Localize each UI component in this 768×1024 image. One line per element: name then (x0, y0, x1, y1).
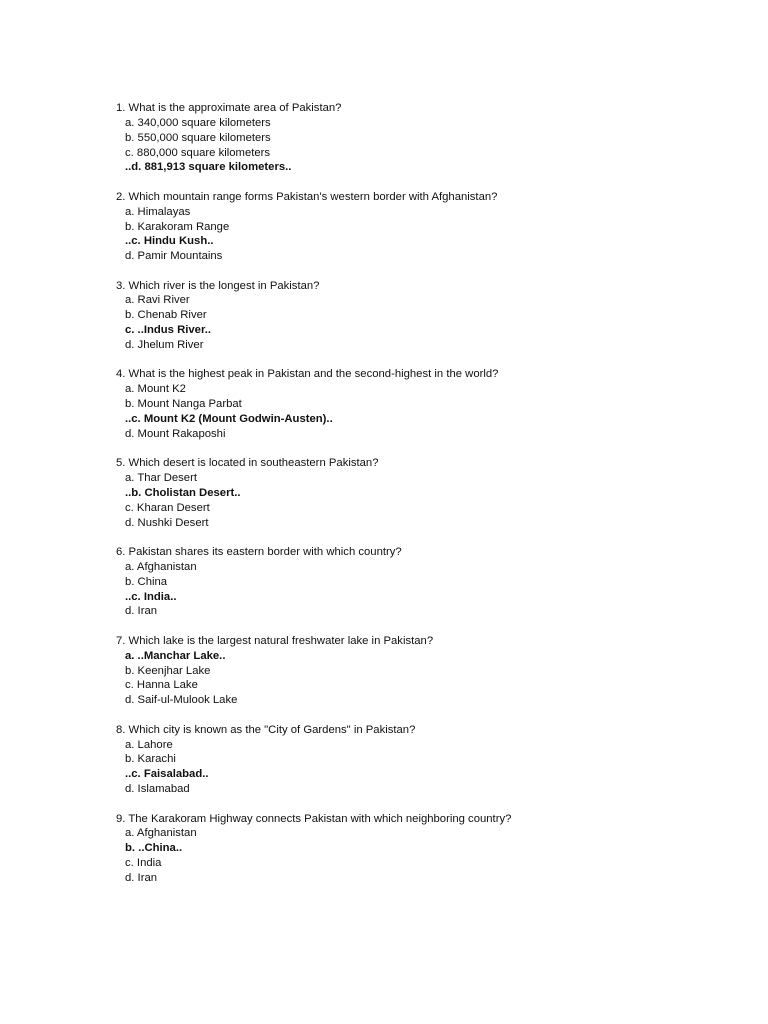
question-text: 5. Which desert is located in southeastern Pakistan? (116, 457, 379, 470)
answer-option-correct: c. ..Indus River.. (125, 324, 212, 337)
answer-option: a. Thar Desert (125, 472, 197, 485)
answer-option: d. Pamir Mountains (125, 250, 223, 263)
answer-option-correct: ..c. Hindu Kush.. (125, 235, 214, 248)
question-text: 8. Which city is known as the "City of Gardens" in Pakistan? (116, 723, 416, 736)
answer-option-correct: ..d. 881,913 square kilometers.. (125, 161, 292, 174)
answer-option: c. Kharan Desert (125, 501, 210, 514)
question-text: 2. Which mountain range forms Pakistan's western border with Afghanistan? (116, 190, 498, 203)
answer-option-correct: ..b. Cholistan Desert.. (125, 486, 241, 499)
answer-option-correct: ..c. Faisalabad.. (125, 768, 209, 781)
question-text: 7. Which lake is the largest natural freshwater lake in Pakistan? (116, 634, 434, 647)
question-block (116, 101, 716, 175)
answer-option: d. Saif-ul-Mulook Lake (125, 694, 238, 707)
answer-option: b. China (125, 575, 168, 588)
answer-option: d. Nushki Desert (125, 516, 209, 529)
answer-option: b. Karachi (125, 753, 176, 766)
answer-option: a. Lahore (125, 738, 173, 751)
answer-option: a. 340,000 square kilometers (125, 116, 271, 129)
answer-option: b. Chenab River (125, 309, 207, 322)
answer-option: c. India (125, 857, 162, 870)
answer-option: b. 550,000 square kilometers (125, 131, 271, 144)
answer-option-correct: b. ..China.. (125, 842, 183, 855)
answer-option: c. 880,000 square kilometers (125, 146, 271, 159)
answer-option: d. Mount Rakaposhi (125, 427, 226, 440)
question-block (116, 634, 716, 708)
answer-option: a. Afghanistan (125, 827, 197, 840)
question-block (116, 545, 716, 619)
answer-option: c. Hanna Lake (125, 679, 198, 692)
answer-option: d. Islamabad (125, 783, 190, 796)
answer-option: d. Iran (125, 871, 158, 884)
question-text: 9. The Karakoram Highway connects Pakistan with which neighboring country? (116, 812, 512, 825)
answer-option-correct: ..c. India.. (125, 590, 177, 603)
answer-option: b. Keenjhar Lake (125, 664, 211, 677)
question-block (116, 279, 716, 353)
answer-option: b. Karakoram Range (125, 220, 230, 233)
answer-option: d. Jhelum River (125, 339, 204, 351)
answer-option-correct: a. ..Manchar Lake.. (125, 649, 226, 662)
question-text: 4. What is the highest peak in Pakistan and the second-highest in the world? (116, 368, 499, 381)
answer-option: a. Himalayas (125, 205, 191, 218)
answer-option: a. Ravi River (125, 294, 190, 307)
question-block (116, 367, 716, 441)
question-text: 1. What is the approximate area of Pakistan? (116, 102, 342, 114)
answer-option: a. Mount K2 (125, 383, 186, 396)
question-text: 3. Which river is the longest in Pakistan? (116, 279, 320, 292)
question-block (116, 190, 716, 264)
question-block (116, 456, 716, 530)
question-block (116, 812, 716, 886)
answer-option: a. Afghanistan (125, 560, 197, 573)
quiz-list (116, 101, 716, 900)
question-text: 6. Pakistan shares its eastern border with which country? (116, 546, 402, 559)
answer-option: b. Mount Nanga Parbat (125, 398, 242, 411)
answer-option-correct: ..c. Mount K2 (Mount Godwin-Austen).. (125, 412, 333, 425)
question-block (116, 723, 716, 797)
answer-option: d. Iran (125, 605, 158, 618)
